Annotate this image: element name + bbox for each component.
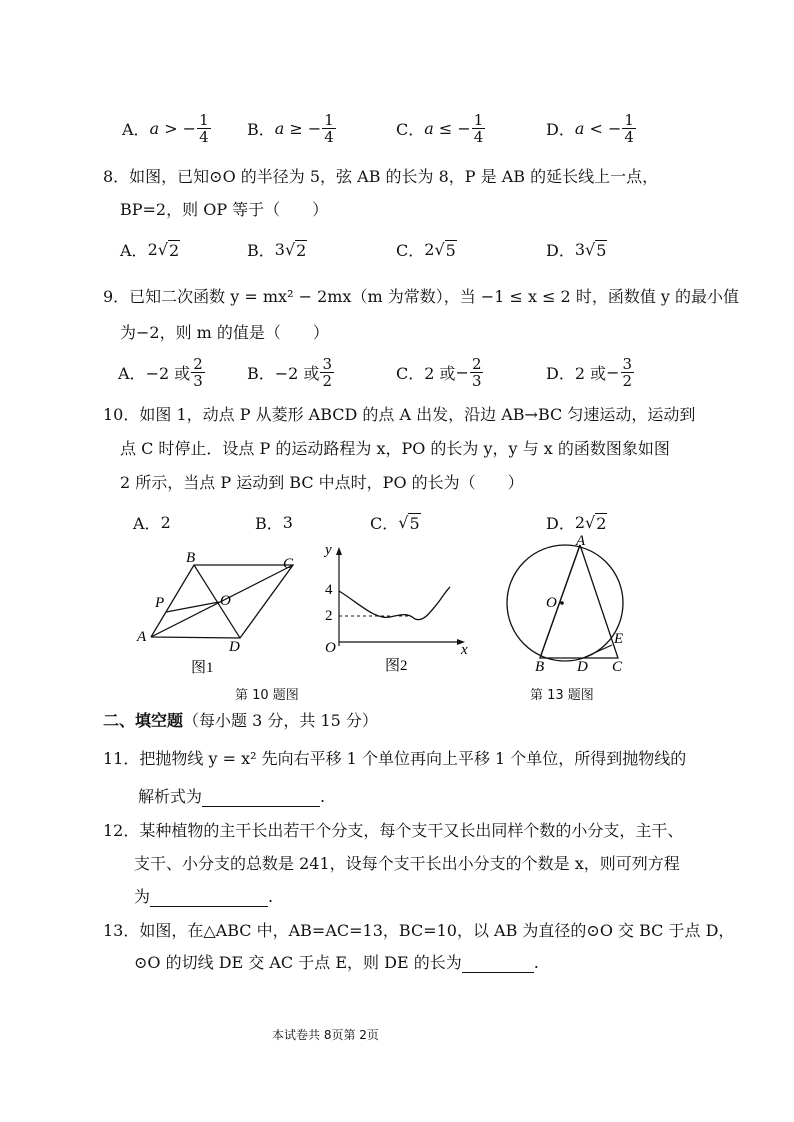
period: . [268,887,274,906]
label-a: A [576,533,586,549]
sqrt-sign-icon: √ [434,240,445,259]
label-o: O [546,595,557,611]
q8-option-a [120,238,180,261]
section-note: （每小题 3 分，共 15 分） [183,711,378,730]
coefficient: 2 [424,240,435,259]
option-letter: C． [396,120,425,139]
label-c: C [283,556,294,572]
option-letter: D． [546,514,575,533]
numerator: 3 [622,355,633,373]
option-letter: B． [247,364,275,383]
figure-2-caption: 图2 [385,658,408,674]
radicand: 5 [445,240,456,260]
period: . [320,787,326,806]
y-label: y [325,542,332,558]
option-expression: a < − [574,119,622,138]
numerator: 3 [322,355,332,373]
option-letter: A． [133,514,161,533]
figure-1-caption: 图1 [191,660,214,676]
figure-13-caption: 第 13 题图 [530,688,594,703]
answer-blank[interactable] [202,787,320,807]
origin-label: O [325,640,336,656]
denominator: 4 [473,128,484,146]
sqrt-sign-icon: √ [585,513,596,532]
figure-1-rhombus [135,545,305,680]
option-text: 2 或 [574,364,607,383]
q11-line-2 [138,784,325,807]
q8-option-b [247,238,307,261]
radicand: 5 [409,513,420,533]
option-text: 3 [282,513,293,532]
denominator: 3 [471,372,482,390]
y-axis-arrow-icon [336,547,342,555]
option-text: −2 或 [274,364,320,383]
q10-option-b [255,511,293,534]
label-p: P [155,595,165,611]
option-letter: C． [396,364,425,383]
figure-2-graph [315,542,475,677]
numerator: 1 [473,111,484,129]
option-expression: a ≤ − [424,119,471,138]
fraction [470,356,484,389]
q10-option-a [133,511,171,534]
q9-line-2: 为−2，则 m 的值是（ ） [120,323,329,342]
label-a: A [137,629,147,645]
page-footer: 本试卷共 8页第 2页 [272,1028,379,1042]
fraction [472,112,486,145]
denominator: 4 [624,128,634,146]
sqrt-sign-icon: √ [398,513,409,532]
q9-option-d [546,356,635,389]
answer-blank[interactable] [150,887,268,907]
q8-line-1: 8．如图，已知⊙O 的半径为 5，弦 AB 的长为 8，P 是 AB 的延长线上一点， [103,167,659,186]
x-label: x [461,642,468,658]
q8-line-2: BP=2，则 OP 等于（ ） [120,200,329,219]
diagonal-bd [194,565,240,638]
denominator: 4 [324,128,334,146]
answer-blank[interactable] [462,953,534,973]
denominator: 2 [622,372,633,390]
q13-line-2 [134,950,539,973]
option-expression: a ≥ − [274,119,322,138]
section-2-heading [103,708,378,731]
option-letter: C． [396,241,425,260]
numerator: 2 [471,355,482,373]
option-text: −2 或 [145,364,191,383]
option-text: 2 或 [424,364,456,383]
label-c: C [612,659,623,673]
radicand: 5 [596,240,607,260]
q10-line-1: 10．如图 1，动点 P 从菱形 ABCD 的点 A 出发，沿边 AB→BC 匀速运动，运动到 [103,405,696,424]
coefficient: 2 [147,240,158,259]
radicand: 2 [296,240,307,260]
function-curve [339,587,450,620]
denominator: 4 [199,128,209,146]
label-o: O [220,593,231,609]
coefficient: 3 [574,240,586,259]
numerator: 1 [624,111,634,129]
q11-prompt: 解析式为 [138,787,203,806]
fraction [621,356,635,389]
q12-line-2: 支干、小分支的总数是 241，设每个支干长出小分支的个数是 x，则可列方程 [134,854,680,873]
fraction [320,356,334,389]
q13-prompt: ⊙O 的切线 DE 交 AC 于点 E，则 DE 的长为 [134,953,462,972]
coefficient: 2 [574,513,586,532]
option-letter: B． [247,120,275,139]
sqrt-sign-icon: √ [585,240,596,259]
q10-line-3: 2 所示，当点 P 运动到 BC 中点时，PO 的长为（ ） [120,473,524,492]
period: . [533,953,539,972]
fraction [197,112,211,145]
q10-line-2: 点 C 时停止．设点 P 的运动路程为 x，PO 的长为 y，y 与 x 的函数图象如图 [120,439,670,458]
option-letter: B． [255,514,283,533]
q12-line-1: 12．某种植物的主干长出若干个分支，每个支干又长出同样个数的小分支，主干、 [103,821,684,840]
figure-10-caption: 第 10 题图 [235,688,299,703]
tick-4: 4 [325,582,333,598]
tangent-de [583,645,612,658]
option-letter: D． [546,120,575,139]
option-letter: A． [120,241,148,260]
radicand: 2 [168,240,180,260]
q7-option-a [122,112,212,145]
q13-line-1: 13．如图，在△ABC 中，AB=AC=13，BC=10，以 AB 为直径的⊙O 交 BC 于点 D， [103,921,735,940]
q9-option-a [118,356,206,389]
q9-line-1: 9．已知二次函数 y = mx² − 2mx（m 为常数），当 −1 ≤ x ≤ 2 时，函数值 y 的最小值 [103,287,740,306]
label-d: D [229,639,240,655]
q7-option-d [546,112,637,145]
circle-o [507,545,623,661]
q9-option-c [396,356,484,389]
label-e: E [614,631,624,647]
q10-option-d [546,511,607,534]
numerator: 1 [199,111,209,129]
option-letter: D． [546,241,575,260]
numerator: 2 [193,355,203,373]
q7-option-b [247,112,337,145]
q10-option-c [370,511,421,534]
label-b: B [186,550,196,566]
sqrt-sign-icon: √ [284,240,296,259]
tick-2: 2 [325,608,333,624]
sqrt-sign-icon: √ [157,240,168,259]
q9-option-b [247,356,335,389]
option-letter: C． [370,514,399,533]
q8-option-d [546,238,607,261]
denominator: 2 [322,372,332,390]
denominator: 3 [193,372,203,390]
numerator: 1 [324,111,334,129]
option-expression: a > − [149,119,197,138]
q12-line-3 [134,884,273,907]
center-dot [560,601,564,605]
figure-13-circle [500,533,640,673]
option-letter: A． [122,120,150,139]
coefficient: 3 [274,240,285,259]
option-letter: D． [546,364,575,383]
q7-option-c [396,112,486,145]
q11-line-1: 11．把抛物线 y = x² 先向右平移 1 个单位再向上平移 1 个单位，所得到抛物线的 [103,749,687,768]
label-d: D [577,659,588,673]
radicand: 2 [596,513,607,533]
section-title: 二、填空题 [103,711,184,730]
fraction [191,356,205,389]
option-text: 2 [160,513,171,532]
q8-option-c [396,238,457,261]
option-letter: B． [247,241,275,260]
sign: − [606,363,620,382]
sign: − [455,363,469,382]
option-letter: A． [118,364,146,383]
fraction [322,112,336,145]
label-b: B [535,659,545,673]
fraction [622,112,636,145]
q12-prompt: 为 [134,887,151,906]
